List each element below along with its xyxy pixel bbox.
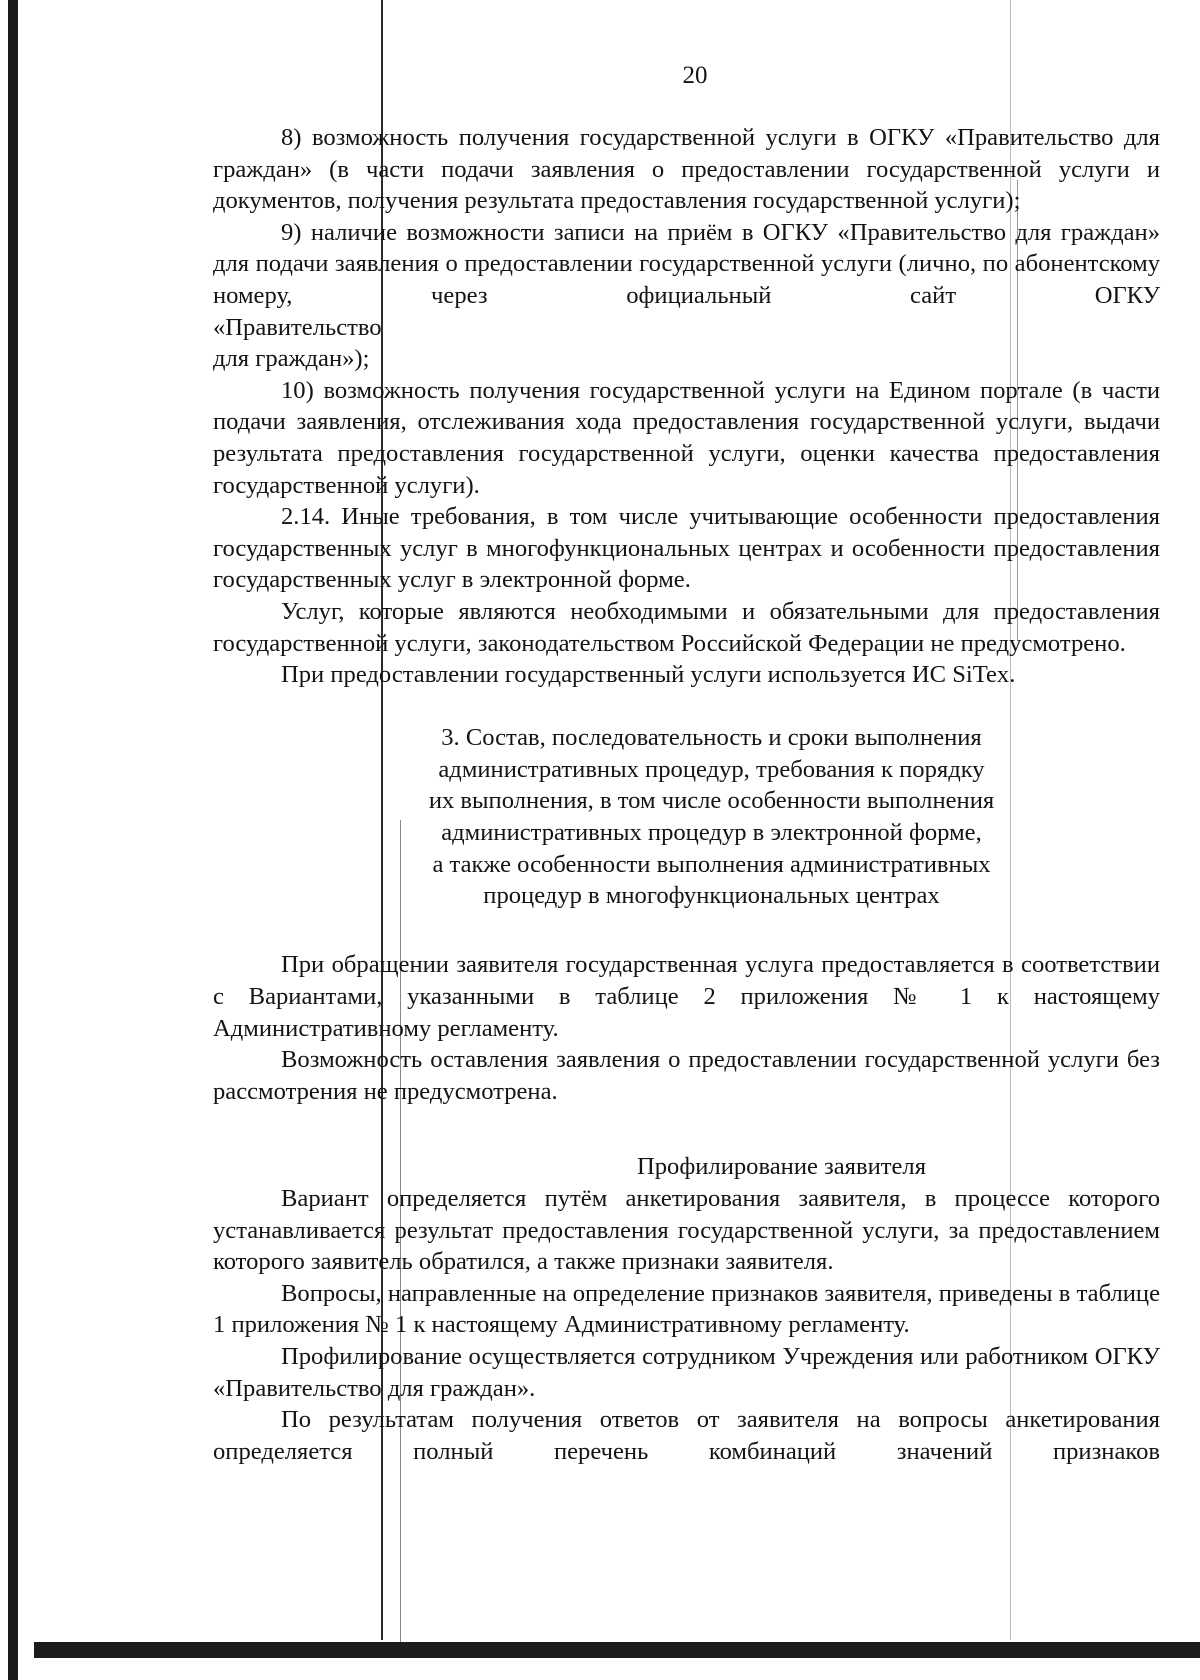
section-heading-line: а также особенности выполнения административных <box>432 850 991 878</box>
subsection-heading: Профилирование заявителя <box>636 1153 927 1181</box>
section-heading-line: административных процедур в электронной форме, <box>441 819 982 847</box>
section-heading-line: административных процедур, требования к порядку <box>438 755 985 783</box>
paragraph: При предоставлении государственный услуги используется ИС SiTex. <box>281 661 1016 689</box>
paragraph: При обращении заявителя государственная услуга предоставляется в соответствии с Вариантами, указанными в таблице 2 приложения № 1 к настоящему Административному регламенту. <box>213 951 1160 1042</box>
paragraph-line: для граждан»); <box>213 345 370 373</box>
paragraph: Возможность оставления заявления о предоставлении государственной услуги без рассмотрения не предусмотрена. <box>213 1046 1160 1105</box>
document-body <box>213 122 1160 1467</box>
paragraph: 2.14. Иные требования, в том числе учитывающие особенности предоставления государственных услуг в многофункциональных центрах и особенности предоставления государственных услуг в электронной форме. <box>213 503 1160 594</box>
section-heading-line: 3. Состав, последовательность и сроки выполнения <box>441 724 982 752</box>
scan-edge-bottom <box>34 1642 1200 1658</box>
paragraph: 8) возможность получения государственной услуги в ОГКУ «Правительство для граждан» (в части подачи заявления о предоставлении государственной услуги и документов, получения результата предоставления государственной услуги); <box>213 124 1160 215</box>
section-heading-line: их выполнения, в том числе особенности выполнения <box>428 787 995 815</box>
paragraph: По результатам получения ответов от заявителя на вопросы анкетирования определяется полный перечень комбинаций значений признаков <box>213 1406 1160 1465</box>
paragraph: Вопросы, направленные на определение признаков заявителя, приведены в таблице 1 приложения № 1 к настоящему Административному регламенту. <box>213 1279 1160 1339</box>
paragraph-line: «Правительство <box>213 313 382 341</box>
page-number: 20 <box>682 62 708 89</box>
section-heading-line: процедур в многофункциональных центрах <box>483 882 940 910</box>
section-heading <box>213 722 1160 912</box>
paragraph: Вариант определяется путём анкетирования заявителя, в процессе которого устанавливается результат предоставления государственной услуги, за предоставлением которого заявитель обратился, а также признаки заявителя. <box>213 1185 1160 1276</box>
paragraph: 9) наличие возможности записи на приём в ОГКУ «Правительство для граждан» для подачи заявления о предоставлении государственной услуги (лично, по абонентскому номеру, через официальный сайт ОГКУ <box>213 218 1160 309</box>
scan-edge-left <box>8 0 18 1680</box>
paragraph: Услуг, которые являются необходимыми и обязательными для предоставления государственной услуги, законодательством Российской Федерации не предусмотрено. <box>213 597 1160 657</box>
spacer <box>213 1107 1160 1151</box>
paragraph: Профилирование осуществляется сотрудником Учреждения или работником ОГКУ «Правительство для граждан». <box>213 1342 1160 1402</box>
spacer <box>213 912 1160 944</box>
paragraph: 10) возможность получения государственной услуги на Едином портале (в части подачи заявления, отслеживания хода предоставления государственной услуги, выдачи результата предоставления государственной услуги, оценки качества предоставления государственной услуги). <box>213 376 1160 499</box>
spacer <box>213 691 1160 723</box>
